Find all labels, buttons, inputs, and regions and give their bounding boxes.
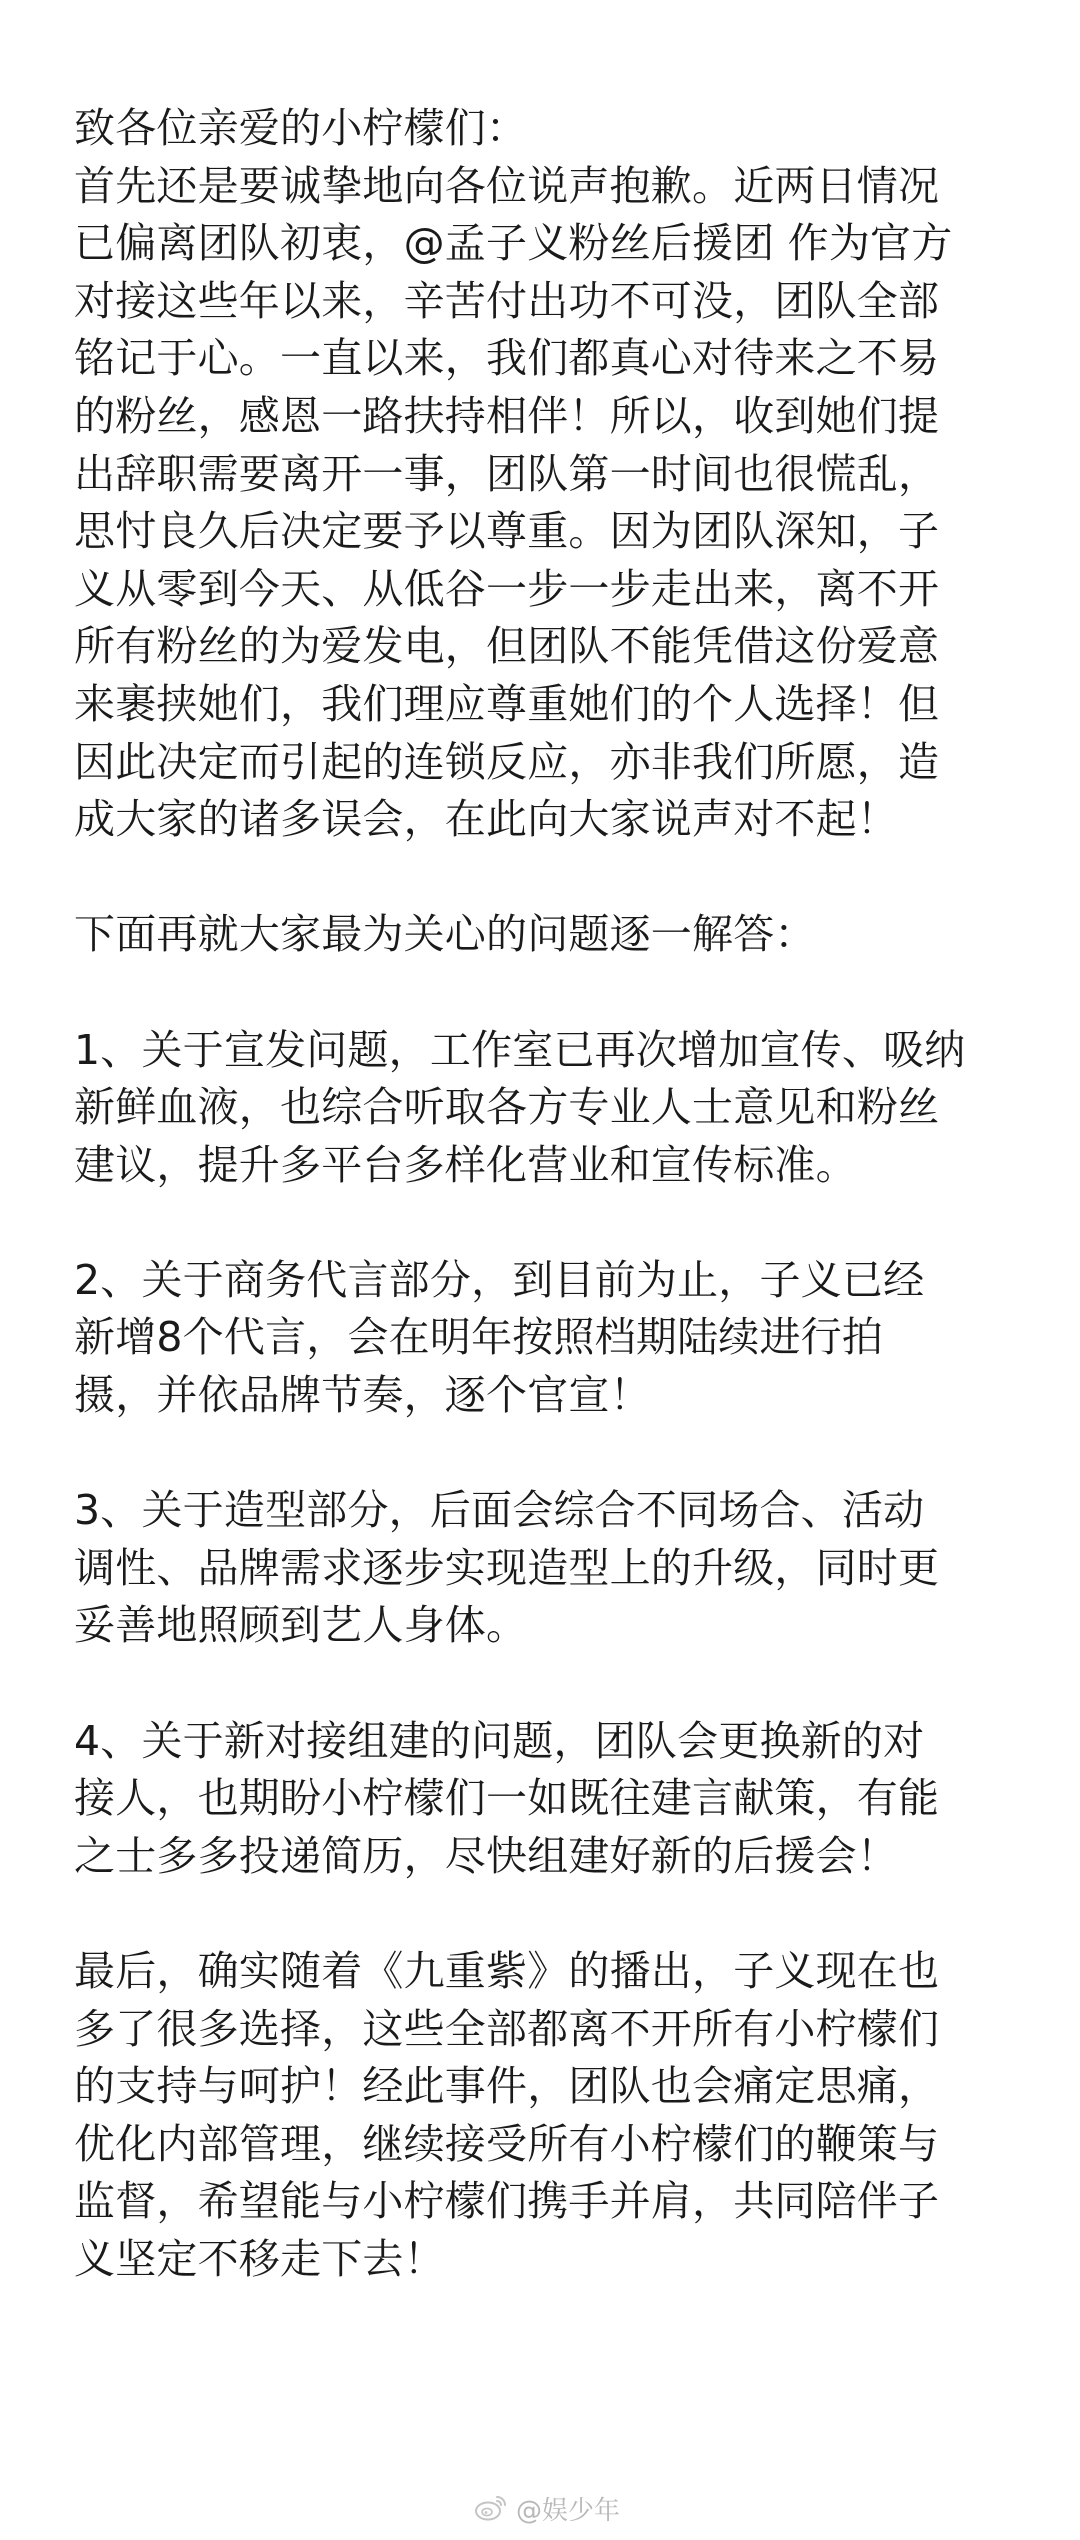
letter-line: 义坚定不移走下去！: [74, 2234, 445, 2283]
letter-line: 所有粉丝的为爱发电，但团队不能凭借这份爱意: [74, 622, 940, 671]
letter-line: 首先还是要诚挚地向各位说声抱歉。近两日情况: [74, 161, 940, 210]
letter-line: 3、关于造型部分，后面会综合不同场合、活动: [74, 1486, 925, 1535]
letter-line: 因此决定而引起的连锁反应，亦非我们所愿，造: [74, 737, 940, 786]
paragraph-break: [74, 849, 1034, 907]
letter-line: 来裹挟她们，我们理应尊重她们的个人选择！但: [74, 679, 940, 728]
letter-line: 摄，并依品牌节奏，逐个官宣！: [74, 1371, 651, 1420]
letter-line: 义从零到今天、从低谷一步一步走出来，离不开: [74, 564, 940, 613]
letter-line: 致各位亲爱的小柠檬们：: [74, 104, 528, 152]
paragraph-break: [74, 1655, 1034, 1713]
paragraph-break: [74, 1885, 1034, 1943]
letter-line: 对接这些年以来，辛苦付出功不可没，团队全部: [74, 276, 940, 325]
letter-line: 的支持与呵护！经此事件，团队也会痛定思痛，: [74, 2062, 940, 2111]
letter-line: 成大家的诸多误会，在此向大家说声对不起！: [74, 795, 898, 844]
watermark-text: @娱少年: [515, 2495, 620, 2526]
letter-line: 铭记于心。一直以来，我们都真心对待来之不易: [74, 334, 940, 383]
letter-line: 建议，提升多平台多样化营业和宣传标准。: [74, 1140, 857, 1189]
weibo-icon: [474, 2494, 508, 2522]
watermark: [474, 2488, 620, 2528]
paragraph-break: [74, 1194, 1034, 1252]
paragraph-break: [74, 1425, 1034, 1483]
letter-line: 调性、品牌需求逐步实现造型上的升级，同时更: [74, 1543, 940, 1592]
letter-line: 1、关于宣发问题，工作室已再次增加宣传、吸纳: [74, 1025, 966, 1074]
letter-line: 新鲜血液，也综合听取各方专业人士意见和粉丝: [74, 1083, 940, 1132]
letter-line: 最后，确实随着《九重紫》的播出，子义现在也: [74, 1947, 940, 1995]
letter-line: 多了很多选择，这些全部都离不开所有小柠檬们: [74, 2004, 940, 2053]
letter-line: 优化内部管理，继续接受所有小柠檬们的鞭策与: [74, 2119, 940, 2168]
letter-line: 下面再就大家最为关心的问题逐一解答：: [74, 910, 816, 959]
letter-line: 已偏离团队初衷，@孟子义粉丝后援团 作为官方: [74, 219, 953, 268]
letter-line: 2、关于商务代言部分，到目前为止，子义已经: [74, 1255, 925, 1304]
letter-line: 接人，也期盼小柠檬们一如既往建言献策，有能: [74, 1774, 940, 1823]
paragraph-break: [74, 964, 1034, 1022]
letter-line: 新增8个代言，会在明年按照档期陆续进行拍: [74, 1313, 884, 1362]
letter-line: 出辞职需要离开一事，团队第一时间也很慌乱，: [74, 449, 940, 498]
letter-line: 思忖良久后决定要予以尊重。因为团队深知，子: [74, 507, 940, 556]
letter-line: 监督，希望能与小柠檬们携手并肩，共同陪伴子: [74, 2177, 940, 2226]
letter-line: 的粉丝，感恩一路扶持相伴！所以，收到她们提: [74, 391, 940, 440]
letter-line: 妥善地照顾到艺人身体。: [74, 1601, 528, 1650]
letter-line: 之士多多投递简历，尽快组建好新的后援会！: [74, 1831, 898, 1880]
letter-line: 4、关于新对接组建的问题，团队会更换新的对: [74, 1716, 925, 1765]
letter-body: [74, 100, 1034, 2289]
